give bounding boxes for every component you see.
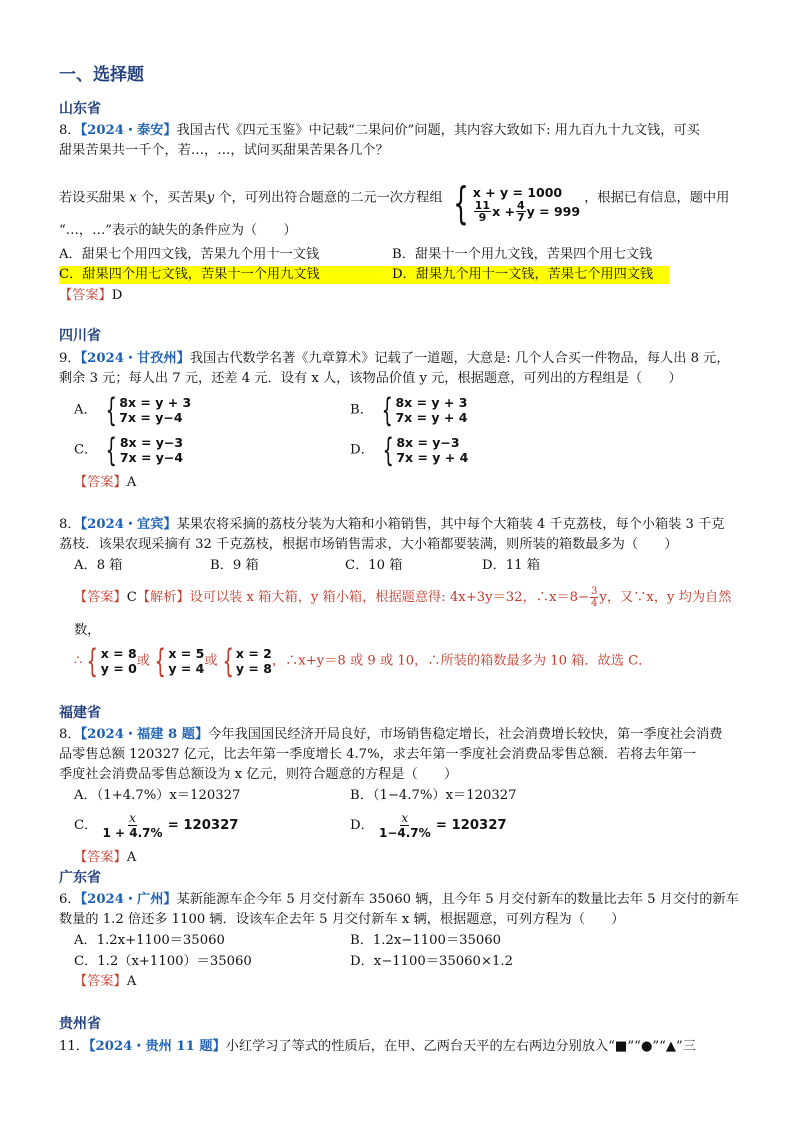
question-text: ，根据已有信息，题中用 <box>584 190 730 206</box>
question-line: 品零售总额 120327 亿元，比去年第一季度增长 4.7%，求去年第一季度社会消费品零售总额．若将去年第一 <box>59 747 697 762</box>
fraction <box>102 811 162 840</box>
question-line: 剩余 3 元；每人出 7 元，还差 4 元．设有 x 人，该物品价值 y 元，根据题意，可列出的方程组是（ ） <box>59 371 682 386</box>
equation-lines <box>101 646 137 676</box>
answer-line <box>74 973 136 991</box>
fraction <box>379 811 431 840</box>
answer-value: A <box>126 974 137 989</box>
equation-line: 8x = y−3 <box>396 435 460 450</box>
therefore-symbol: ∴ <box>74 653 83 669</box>
denominator: 1−4.7% <box>378 826 431 840</box>
equation-line: x = 5 <box>168 646 205 661</box>
equation-line: 7x = y + 4 <box>395 410 468 425</box>
answer-label: 【答案】 <box>59 288 112 303</box>
numerator: 4 <box>516 199 525 212</box>
equation-line <box>473 200 580 223</box>
question-text: 小红学习了等式的性质后，在甲、乙两台天平的左右两边分别放入“■”“●”“▲”三 <box>225 1039 696 1054</box>
option-d: D．x−1100＝35060×1.2 <box>350 954 513 969</box>
brace-icon: { <box>222 642 234 680</box>
numerator: 11 <box>474 199 491 212</box>
option-label: C． <box>74 818 98 833</box>
analysis-line <box>74 586 731 609</box>
option-label: D． <box>350 442 374 458</box>
province-heading: 四川省 <box>59 328 101 344</box>
province-heading: 广东省 <box>59 870 101 886</box>
equation-line: 8x = y−3 <box>119 435 184 450</box>
equation-system <box>447 178 581 229</box>
numerator: x <box>129 811 136 825</box>
question-line: 荔枝．该果农现采摘有 32 千克荔枝，根据市场销售需求，大小箱都要装满，则所装的箱数最多为（ ） <box>59 537 678 552</box>
question-source: 【2024・甘孜州】 <box>80 351 190 366</box>
equation-line: 7x = y + 4 <box>396 450 469 465</box>
brace-icon: { <box>382 431 394 469</box>
equation-line: 8x = y + 3 <box>395 395 468 410</box>
equation-system <box>378 431 469 469</box>
option-label: C． <box>74 442 98 458</box>
question-line: “…，…”表示的缺失的条件应为（ ） <box>59 223 297 238</box>
answer-value: A <box>126 850 137 865</box>
highlighted-options <box>59 266 669 284</box>
question-line <box>59 726 722 744</box>
question-line <box>59 122 700 140</box>
equation-line: y = 0 <box>100 661 137 676</box>
option-a: A．8 箱 <box>74 558 123 573</box>
or-text: 或 <box>204 653 218 669</box>
province-heading: 福建省 <box>59 705 101 721</box>
brace-icon: { <box>106 431 118 469</box>
equation-lines <box>473 185 580 223</box>
equation-lines <box>120 435 183 465</box>
question-number: 8． <box>59 517 81 532</box>
question-number: 8． <box>59 727 81 742</box>
answer-value: D <box>111 288 123 303</box>
question-text: 若设买甜果 <box>59 190 125 206</box>
question-source: 【2024・福建 8 题】 <box>80 727 209 742</box>
question-text: 个，可列出符合题意的二元一次方程组 <box>218 190 443 206</box>
equation-lines <box>119 395 191 425</box>
brace-icon: { <box>86 642 99 680</box>
province-heading: 山东省 <box>59 101 101 117</box>
option-c: C．甜果四个用七文钱，苦果十一个用九文钱 <box>59 267 320 282</box>
numerator: 3 <box>591 586 598 597</box>
brace-icon: { <box>453 178 469 229</box>
option-label: B． <box>350 402 373 418</box>
province-heading: 贵州省 <box>59 1016 101 1032</box>
answer-line <box>74 474 136 492</box>
analysis-line <box>74 642 652 680</box>
denominator: 9 <box>478 211 487 224</box>
option-c <box>74 808 238 844</box>
question-text: 某果农将采摘的荔枝分装为大箱和小箱销售，其中每个大箱装 4 千克荔枝，每个小箱装 3 千克 <box>176 517 725 532</box>
question-source: 【2024・宜宾】 <box>80 517 177 532</box>
question-number: 8． <box>59 123 81 138</box>
question-source: 【2024・广州】 <box>80 892 177 907</box>
answer-label: 【答案】 <box>74 590 127 605</box>
analysis-label: 【解析】 <box>136 590 190 605</box>
question-line: 数量的 1.2 倍还多 1100 辆．设该车企去年 5 月交付新车 x 辆，根据题意，可列方程为（ ） <box>59 912 625 927</box>
denominator: 1 + 4.7% <box>102 826 163 840</box>
option-b <box>350 391 468 429</box>
question-line <box>59 176 730 229</box>
analysis-text: 设可以装 x 箱大箱，y 箱小箱，根据题意得: 4x+3y＝32，∴x＝8− <box>189 590 590 605</box>
equation-text: = 120327 <box>167 818 239 833</box>
option-a: A．甜果七个用四文钱，苦果九个用十一文钱 <box>59 247 320 262</box>
option-c: C．10 箱 <box>345 558 403 573</box>
answer-label: 【答案】 <box>74 850 127 865</box>
answer-value: A <box>126 475 137 490</box>
section-title: 一、选择题 <box>59 65 144 85</box>
answer-label: 【答案】 <box>74 974 127 989</box>
equation-line: y = 8 <box>235 661 272 676</box>
equation-text: y = 999 <box>526 204 581 219</box>
option-b: B．9 箱 <box>210 558 259 573</box>
question-number: 6． <box>59 892 81 907</box>
question-text: 今年我国国民经济开局良好，市场销售稳定增长，社会消费增长较快，第一季度社会消费 <box>208 727 723 742</box>
equation-lines <box>396 435 468 465</box>
question-number: 9． <box>59 351 81 366</box>
question-source: 【2024・贵州 11 题】 <box>88 1039 226 1054</box>
option-a: A．1.2x+1100＝35060 <box>74 933 225 948</box>
option-d <box>350 808 507 844</box>
question-text: 我国古代数学名著《九章算术》记载了一道题，大意是: 几个人合买一件物品，每人出 8 元， <box>189 351 730 366</box>
answer-label: 【答案】 <box>74 475 127 490</box>
option-b: B．（1−4.7%）x＝120327 <box>350 788 517 803</box>
option-d: D．11 箱 <box>482 558 540 573</box>
equation-system <box>377 391 468 429</box>
question-line: 甜果苦果共一千个，若…，…，试问买甜果苦果各几个？ <box>59 143 389 158</box>
equation-line: 8x = y + 3 <box>119 395 192 410</box>
question-line <box>59 516 724 534</box>
option-label: D． <box>350 818 374 833</box>
question-text: 我国古代《四元玉鉴》中记载“二果问价”问题，其内容大致如下: 用九百九十九文钱，可买 <box>176 123 700 138</box>
equation-system <box>101 391 192 429</box>
equation-system <box>101 431 184 469</box>
answer-line <box>59 287 122 305</box>
denominator: 7 <box>516 211 525 224</box>
equation-system <box>150 642 205 680</box>
answer-line <box>74 849 136 867</box>
numerator: x <box>401 811 409 825</box>
denominator: 4 <box>591 598 598 609</box>
analysis-line: 数， <box>74 623 101 638</box>
variable: x <box>129 190 137 206</box>
option-a: A．（1+4.7%）x＝120327 <box>74 788 241 803</box>
question-text: 某新能源车企今年 5 月交付新车 35060 辆，且今年 5 月交付新车的数量比去年 5 月交付的新车 <box>176 892 739 907</box>
equation-lines <box>236 646 272 676</box>
equation-lines <box>395 395 467 425</box>
equation-line: x + y = 1000 <box>472 185 563 200</box>
equation-line: 7x = y−4 <box>119 450 184 465</box>
equation-line: x = 2 <box>235 646 272 661</box>
option-c: C．1.2（x+1100）＝35060 <box>74 954 252 969</box>
or-text: 或 <box>136 653 150 669</box>
equation-line: y = 4 <box>168 661 205 676</box>
equation-text: x + <box>492 204 515 219</box>
equation-line: 7x = y−4 <box>119 410 183 425</box>
brace-icon: { <box>105 391 117 429</box>
equation-system <box>218 642 272 680</box>
equation-system <box>82 642 137 680</box>
option-d <box>350 431 469 469</box>
equation-lines <box>168 646 204 676</box>
brace-icon: { <box>154 642 166 680</box>
question-line: 季度社会消费品零售总额设为 x 亿元，则符合题意的方程是（ ） <box>59 767 458 782</box>
analysis-text: y，又∵x，y 均为自然 <box>599 590 732 605</box>
option-c <box>74 431 184 469</box>
brace-icon: { <box>381 391 393 429</box>
analysis-text: ，∴x+y＝8 或 9 或 10，∴所装的箱数最多为 10 箱．故选 C． <box>271 653 652 669</box>
equation-line: x = 8 <box>100 646 137 661</box>
option-a <box>74 391 192 429</box>
option-b: B．1.2x−1100＝35060 <box>350 933 502 948</box>
equation-text: = 120327 <box>435 818 507 833</box>
fraction <box>474 200 491 223</box>
question-line <box>59 350 730 368</box>
question-line <box>59 1038 696 1056</box>
question-text: 个，买苦果 <box>140 190 207 206</box>
variable: y <box>206 190 215 206</box>
question-number: 11． <box>59 1039 89 1054</box>
option-b: B．甜果十一个用九文钱，苦果四个用七文钱 <box>392 247 653 262</box>
answer-value: C <box>126 590 137 605</box>
fraction <box>590 586 598 609</box>
option-label: A． <box>74 402 97 418</box>
question-line <box>59 891 739 909</box>
fraction <box>516 200 526 223</box>
question-source: 【2024・泰安】 <box>80 123 177 138</box>
option-d: D．甜果九个用十一文钱，苦果七个用四文钱 <box>392 267 654 282</box>
